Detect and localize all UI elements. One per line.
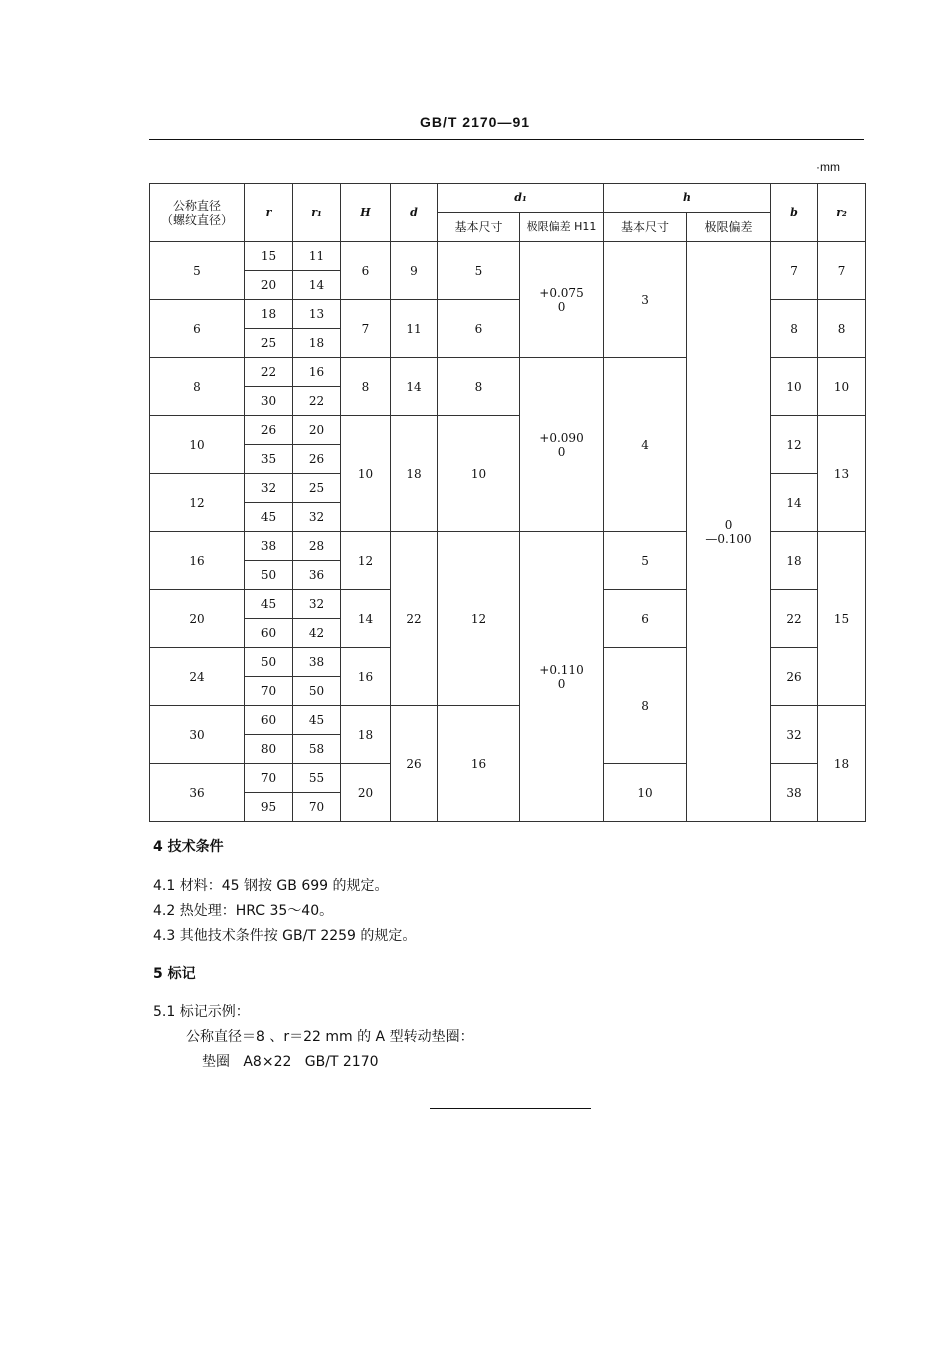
r1-cell: 45 [293,706,341,735]
r-cell: 50 [245,648,293,677]
b-cell: 14 [771,474,818,532]
r2-cell: 10 [818,358,866,416]
header-nominal-diameter: 公称直径 （螺纹直径） [150,184,245,242]
clause-5-1: 5.1 标记示例： [153,1004,250,1020]
header-h-basic: 基本尺寸 [604,213,687,242]
r-cell: 50 [245,561,293,590]
r-cell: 45 [245,590,293,619]
nominal-cell: 12 [150,474,245,532]
nominal-cell: 30 [150,706,245,764]
r1-cell: 42 [293,619,341,648]
r1-cell: 32 [293,590,341,619]
d-cell: 9 [391,242,438,300]
b-cell: 10 [771,358,818,416]
r1-cell: 11 [293,242,341,271]
H-cell: 12 [341,532,391,590]
r1-cell: 22 [293,387,341,416]
nominal-cell: 8 [150,358,245,416]
unit-label: ·mm [816,160,840,174]
r2-cell: 18 [818,706,866,822]
header-rule [149,139,864,140]
r1-cell: 55 [293,764,341,793]
H-cell: 16 [341,648,391,706]
d1-tolerance-cell: +0.090 0 [520,358,604,532]
r-cell: 80 [245,735,293,764]
r2-cell: 7 [818,242,866,300]
d-cell: 22 [391,532,438,706]
header-d1-basic: 基本尺寸 [438,213,520,242]
b-cell: 38 [771,764,818,822]
d1-basic-cell: 16 [438,706,520,822]
h-basic-cell: 10 [604,764,687,822]
H-cell: 10 [341,416,391,532]
r-cell: 20 [245,271,293,300]
r-cell: 70 [245,677,293,706]
d-cell: 18 [391,416,438,532]
d1-basic-cell: 12 [438,532,520,706]
r2-cell: 8 [818,300,866,358]
r-cell: 60 [245,619,293,648]
header-d1: d₁ [438,184,604,213]
header-h: h [604,184,771,213]
header-h-tolerance: 极限偏差 [687,213,771,242]
r-cell: 25 [245,329,293,358]
r1-cell: 26 [293,445,341,474]
b-cell: 26 [771,648,818,706]
b-cell: 12 [771,416,818,474]
nominal-cell: 36 [150,764,245,822]
marking-example-description: 公称直径＝8 、r＝22 mm 的 A 型转动垫圈： [186,1029,474,1045]
b-cell: 18 [771,532,818,590]
r1-cell: 20 [293,416,341,445]
h-basic-cell: 5 [604,532,687,590]
b-cell: 8 [771,300,818,358]
r-cell: 32 [245,474,293,503]
d-cell: 11 [391,300,438,358]
r-cell: 18 [245,300,293,329]
clause-4-2: 4.2 热处理：HRC 35～40。 [153,903,334,919]
nominal-cell: 20 [150,590,245,648]
r1-cell: 18 [293,329,341,358]
H-cell: 7 [341,300,391,358]
nominal-cell: 5 [150,242,245,300]
r-cell: 35 [245,445,293,474]
marking-example: 垫圈 A8×22 GB/T 2170 [202,1054,379,1070]
end-rule [430,1108,591,1109]
clause-4-1: 4.1 材料：45 钢按 GB 699 的规定。 [153,878,389,894]
header-H: H [341,184,391,242]
r-cell: 70 [245,764,293,793]
r1-cell: 58 [293,735,341,764]
section-5-title: 5 标记 [153,966,196,982]
r1-cell: 14 [293,271,341,300]
header-r2: r₂ [818,184,866,242]
r-cell: 15 [245,242,293,271]
h-tolerance-cell: 0 —0.100 [687,242,771,822]
d1-tolerance-cell: +0.110 0 [520,532,604,822]
r2-cell: 13 [818,416,866,532]
r1-cell: 70 [293,793,341,822]
r-cell: 26 [245,416,293,445]
d1-basic-cell: 5 [438,242,520,300]
b-cell: 22 [771,590,818,648]
r-cell: 38 [245,532,293,561]
nominal-cell: 16 [150,532,245,590]
d1-basic-cell: 10 [438,416,520,532]
nominal-cell: 24 [150,648,245,706]
H-cell: 18 [341,706,391,764]
r1-cell: 16 [293,358,341,387]
h-basic-cell: 4 [604,358,687,532]
r1-cell: 25 [293,474,341,503]
header-r: r [245,184,293,242]
dimension-table [149,183,866,822]
h-basic-cell: 6 [604,590,687,648]
H-cell: 20 [341,764,391,822]
h-basic-cell: 8 [604,648,687,764]
nominal-cell: 10 [150,416,245,474]
h-basic-cell: 3 [604,242,687,358]
r-cell: 95 [245,793,293,822]
r-cell: 45 [245,503,293,532]
d-cell: 26 [391,706,438,822]
H-cell: 6 [341,242,391,300]
d1-tolerance-cell: +0.075 0 [520,242,604,358]
b-cell: 32 [771,706,818,764]
header-b: b [771,184,818,242]
section-4-title: 4 技术条件 [153,839,224,855]
header-d1-tolerance: 极限偏差 H11 [520,213,604,242]
clause-4-3: 4.3 其他技术条件按 GB/T 2259 的规定。 [153,928,417,944]
header-d: d [391,184,438,242]
r-cell: 60 [245,706,293,735]
H-cell: 8 [341,358,391,416]
r-cell: 22 [245,358,293,387]
header-r1: r₁ [293,184,341,242]
r1-cell: 13 [293,300,341,329]
b-cell: 7 [771,242,818,300]
H-cell: 14 [341,590,391,648]
r1-cell: 36 [293,561,341,590]
r2-cell: 15 [818,532,866,706]
d1-basic-cell: 6 [438,300,520,358]
d1-basic-cell: 8 [438,358,520,416]
d-cell: 14 [391,358,438,416]
r1-cell: 50 [293,677,341,706]
r1-cell: 32 [293,503,341,532]
r-cell: 30 [245,387,293,416]
standard-code-header: GB/T 2170—91 [419,114,531,130]
r1-cell: 28 [293,532,341,561]
r1-cell: 38 [293,648,341,677]
nominal-cell: 6 [150,300,245,358]
